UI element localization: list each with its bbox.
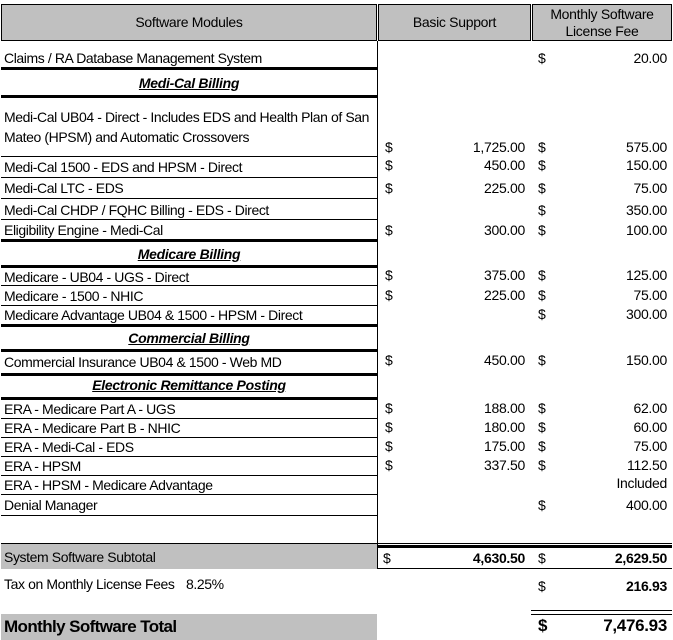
basic-era-a: 188.00 — [483, 400, 525, 416]
subtotal-fee: 2,629.50 — [614, 550, 667, 566]
basic-mcr-ub04: 375.00 — [483, 267, 525, 283]
fee-mcr-1500: 75.00 — [633, 287, 667, 303]
basic-dollar-era-hpsm: $ — [385, 457, 393, 473]
fee-dollar-mcr-ub04: $ — [538, 267, 546, 283]
basic-dollar-comm-ins: $ — [385, 352, 393, 368]
fee-era-a: 62.00 — [633, 400, 667, 416]
fee-dollar-denial: $ — [538, 497, 546, 513]
basic-dollar-era-b: $ — [385, 419, 393, 435]
fee-era-hpsm-adv: Included — [616, 475, 667, 491]
row-label-comm-ins: Commercial Insurance UB04 & 1500 - Web MD — [4, 354, 282, 370]
fee-denial: 400.00 — [625, 497, 667, 513]
basic-mc-1500: 450.00 — [483, 157, 525, 173]
basic-dollar-mc-ub04: $ — [385, 139, 393, 155]
subtotal-basic: 4,630.50 — [472, 550, 525, 566]
fee-dollar-mcr-adv: $ — [538, 306, 546, 322]
fee-mcr-ub04: 125.00 — [625, 267, 667, 283]
basic-dollar-mc-ltc: $ — [385, 180, 393, 196]
fee-dollar-mc-chdp: $ — [538, 202, 546, 218]
fee-dollar-eligibility: $ — [538, 222, 546, 238]
column-header-modules — [1, 4, 377, 41]
fee-mcr-adv: 300.00 — [625, 306, 667, 322]
basic-dollar-mcr-ub04: $ — [385, 267, 393, 283]
fee-dollar-mcr-1500: $ — [538, 287, 546, 303]
column-header-monthly-line2: License Fee — [565, 22, 639, 39]
row-label-denial: Denial Manager — [4, 497, 98, 513]
total-label: Monthly Software Total — [4, 617, 177, 636]
row-label-mc-1500: Medi-Cal 1500 - EDS and HPSM - Direct — [4, 159, 243, 175]
column-header-monthly — [532, 4, 672, 41]
fee-era-medical: 75.00 — [633, 438, 667, 454]
row-label-era-a: ERA - Medicare Part A - UGS — [4, 401, 176, 417]
fee-dollar-era-hpsm: $ — [538, 457, 546, 473]
fee-comm-ins: 150.00 — [625, 352, 667, 368]
row-label-mc-ub04-line2: Mateo (HPSM) and Automatic Crossovers — [4, 129, 250, 145]
row-label-era-hpsm-adv: ERA - HPSM - Medicare Advantage — [4, 477, 213, 493]
fee-mc-ltc: 75.00 — [633, 180, 667, 196]
basic-era-hpsm: 337.50 — [483, 457, 525, 473]
column-header-basic — [378, 4, 531, 41]
basic-dollar-mcr-1500: $ — [385, 287, 393, 303]
total-amount: 7,476.93 — [603, 616, 667, 635]
subtotal-fee-dollar: $ — [538, 550, 546, 566]
column-header-modules-label: Software Modules — [135, 14, 243, 30]
basic-era-b: 180.00 — [483, 419, 525, 435]
basic-dollar-mc-1500: $ — [385, 157, 393, 173]
section-medical-billing: Medi-Cal Billing — [138, 75, 240, 91]
row-label-mcr-adv: Medicare Advantage UB04 & 1500 - HPSM - Direct — [4, 307, 303, 323]
fee-mc-chdp: 350.00 — [625, 202, 667, 218]
fee-dollar-claims: $ — [538, 50, 546, 66]
fee-era-b: 60.00 — [633, 419, 667, 435]
row-label-mc-ub04-line1: Medi-Cal UB04 - Direct - Includes EDS and Health Plan of San — [4, 109, 370, 125]
tax-label: Tax on Monthly License Fees — [4, 576, 175, 592]
section-era-posting: Electronic Remittance Posting — [92, 377, 286, 393]
basic-dollar-eligibility: $ — [385, 222, 393, 238]
subtotal-label: System Software Subtotal — [4, 549, 156, 565]
basic-mc-ub04: 1,725.00 — [472, 139, 525, 155]
fee-dollar-era-a: $ — [538, 400, 546, 416]
basic-dollar-era-a: $ — [385, 400, 393, 416]
fee-dollar-mc-1500: $ — [538, 157, 546, 173]
section-medicare-billing: Medicare Billing — [137, 246, 241, 262]
fee-dollar-era-b: $ — [538, 419, 546, 435]
basic-mc-ltc: 225.00 — [483, 180, 525, 196]
fee-dollar-comm-ins: $ — [538, 352, 546, 368]
row-label-mcr-ub04: Medicare - UB04 - UGS - Direct — [4, 269, 189, 285]
fee-eligibility: 100.00 — [625, 222, 667, 238]
tax-fee-dollar: $ — [538, 578, 546, 594]
section-commercial-billing: Commercial Billing — [128, 330, 250, 346]
column-header-basic-label: Basic Support — [412, 14, 497, 30]
row-label-eligibility: Eligibility Engine - Medi-Cal — [4, 222, 163, 238]
row-label-mc-chdp: Medi-Cal CHDP / FQHC Billing - EDS - Direct — [4, 202, 269, 218]
row-label-era-medical: ERA - Medi-Cal - EDS — [4, 439, 134, 455]
row-label-era-b: ERA - Medicare Part B - NHIC — [4, 420, 181, 436]
basic-eligibility: 300.00 — [483, 222, 525, 238]
tax-rate: 8.25% — [186, 576, 224, 592]
fee-era-hpsm: 112.50 — [627, 457, 667, 473]
subtotal-basic-dollar: $ — [383, 550, 391, 566]
row-label-era-hpsm: ERA - HPSM — [4, 458, 81, 474]
row-label-claims: Claims / RA Database Management System — [4, 50, 262, 66]
fee-dollar-mc-ltc: $ — [538, 180, 546, 196]
basic-dollar-era-medical: $ — [385, 438, 393, 454]
fee-claims: 20.00 — [633, 50, 667, 66]
row-label-mcr-1500: Medicare - 1500 - NHIC — [4, 288, 144, 304]
tax-fee: 216.93 — [625, 578, 667, 594]
row-label-mc-ltc: Medi-Cal LTC - EDS — [4, 180, 124, 196]
basic-comm-ins: 450.00 — [483, 352, 525, 368]
fee-mc-1500: 150.00 — [625, 157, 667, 173]
column-header-monthly-line1: Monthly Software — [550, 5, 654, 22]
basic-era-medical: 175.00 — [483, 438, 525, 454]
fee-mc-ub04: 575.00 — [625, 139, 667, 155]
fee-dollar-mc-ub04: $ — [538, 139, 546, 155]
total-dollar: $ — [538, 616, 548, 635]
fee-dollar-era-medical: $ — [538, 438, 546, 454]
basic-mcr-1500: 225.00 — [483, 287, 525, 303]
